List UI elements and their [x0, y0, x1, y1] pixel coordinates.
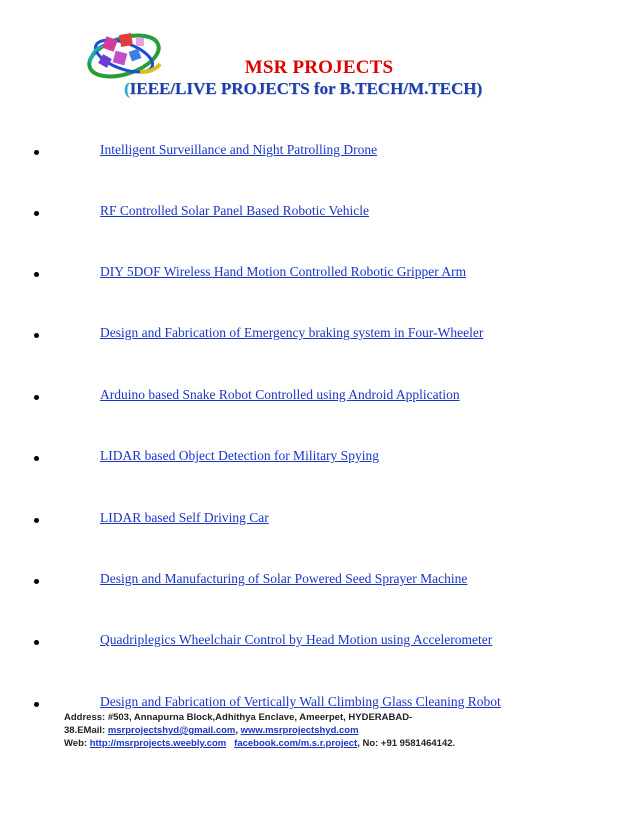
bullet-icon [34, 333, 39, 338]
page-subtitle [124, 79, 482, 99]
project-link[interactable]: LIDAR based Object Detection for Military Spying [100, 448, 379, 463]
project-link[interactable]: RF Controlled Solar Panel Based Robotic Vehicle [100, 203, 369, 218]
web-line [64, 737, 624, 750]
list-item [0, 571, 638, 591]
list-item [0, 387, 638, 407]
bullet-icon [34, 456, 39, 461]
email-line [64, 724, 624, 737]
bullet-icon [34, 518, 39, 523]
phone-text: , No: +91 9581464142. [357, 738, 456, 749]
email-link[interactable]: msrprojectshyd@gmail.com [107, 725, 236, 736]
bullet-icon [34, 640, 39, 645]
bullet-icon [34, 395, 39, 400]
list-item [0, 264, 638, 284]
subtitle-paren: ( [124, 79, 130, 98]
bullet-icon [34, 211, 39, 216]
project-link[interactable]: Intelligent Surveillance and Night Patrolling Drone [100, 142, 378, 157]
address-line: Address: #503, Annapurna Block,Adhithya Enclave, Ameerpet, HYDERABAD- [64, 712, 413, 723]
bullet-icon [34, 702, 39, 707]
web-prefix: Web: [64, 738, 90, 749]
list-item [0, 632, 638, 652]
email-prefix: 38.EMail: [64, 725, 108, 736]
weebly-link[interactable]: http://msrprojects.weebly.com [89, 738, 227, 749]
subtitle-text: IEEE/LIVE PROJECTS for B.TECH/M.TECH) [129, 79, 483, 98]
project-link[interactable]: Arduino based Snake Robot Controlled using Android Application [100, 387, 460, 402]
project-link[interactable]: LIDAR based Self Driving Car [100, 510, 269, 525]
list-item [0, 325, 638, 345]
page-title: MSR PROJECTS [244, 57, 394, 78]
list-item [0, 510, 638, 530]
bullet-icon [34, 150, 39, 155]
project-link[interactable]: Design and Fabrication of Vertically Wall Climbing Glass Cleaning Robot [100, 694, 501, 709]
list-item [0, 142, 638, 162]
project-link[interactable]: DIY 5DOF Wireless Hand Motion Controlled Robotic Gripper Arm [100, 264, 467, 279]
bullet-icon [34, 272, 39, 277]
list-item [0, 448, 638, 468]
project-link[interactable]: Design and Manufacturing of Solar Powered Seed Sprayer Machine [100, 571, 468, 586]
list-item [0, 203, 638, 223]
website-link[interactable]: www.msrprojectshyd.com [240, 725, 359, 736]
separator: , [235, 725, 241, 736]
footer-contact [64, 711, 624, 750]
separator [226, 738, 234, 749]
project-link[interactable]: Quadriplegics Wheelchair Control by Head Motion using Accelerometer [100, 632, 493, 647]
bullet-icon [34, 579, 39, 584]
facebook-link[interactable]: facebook.com/m.s.r.project [234, 738, 358, 749]
project-link[interactable]: Design and Fabrication of Emergency braking system in Four-Wheeler [100, 325, 484, 340]
